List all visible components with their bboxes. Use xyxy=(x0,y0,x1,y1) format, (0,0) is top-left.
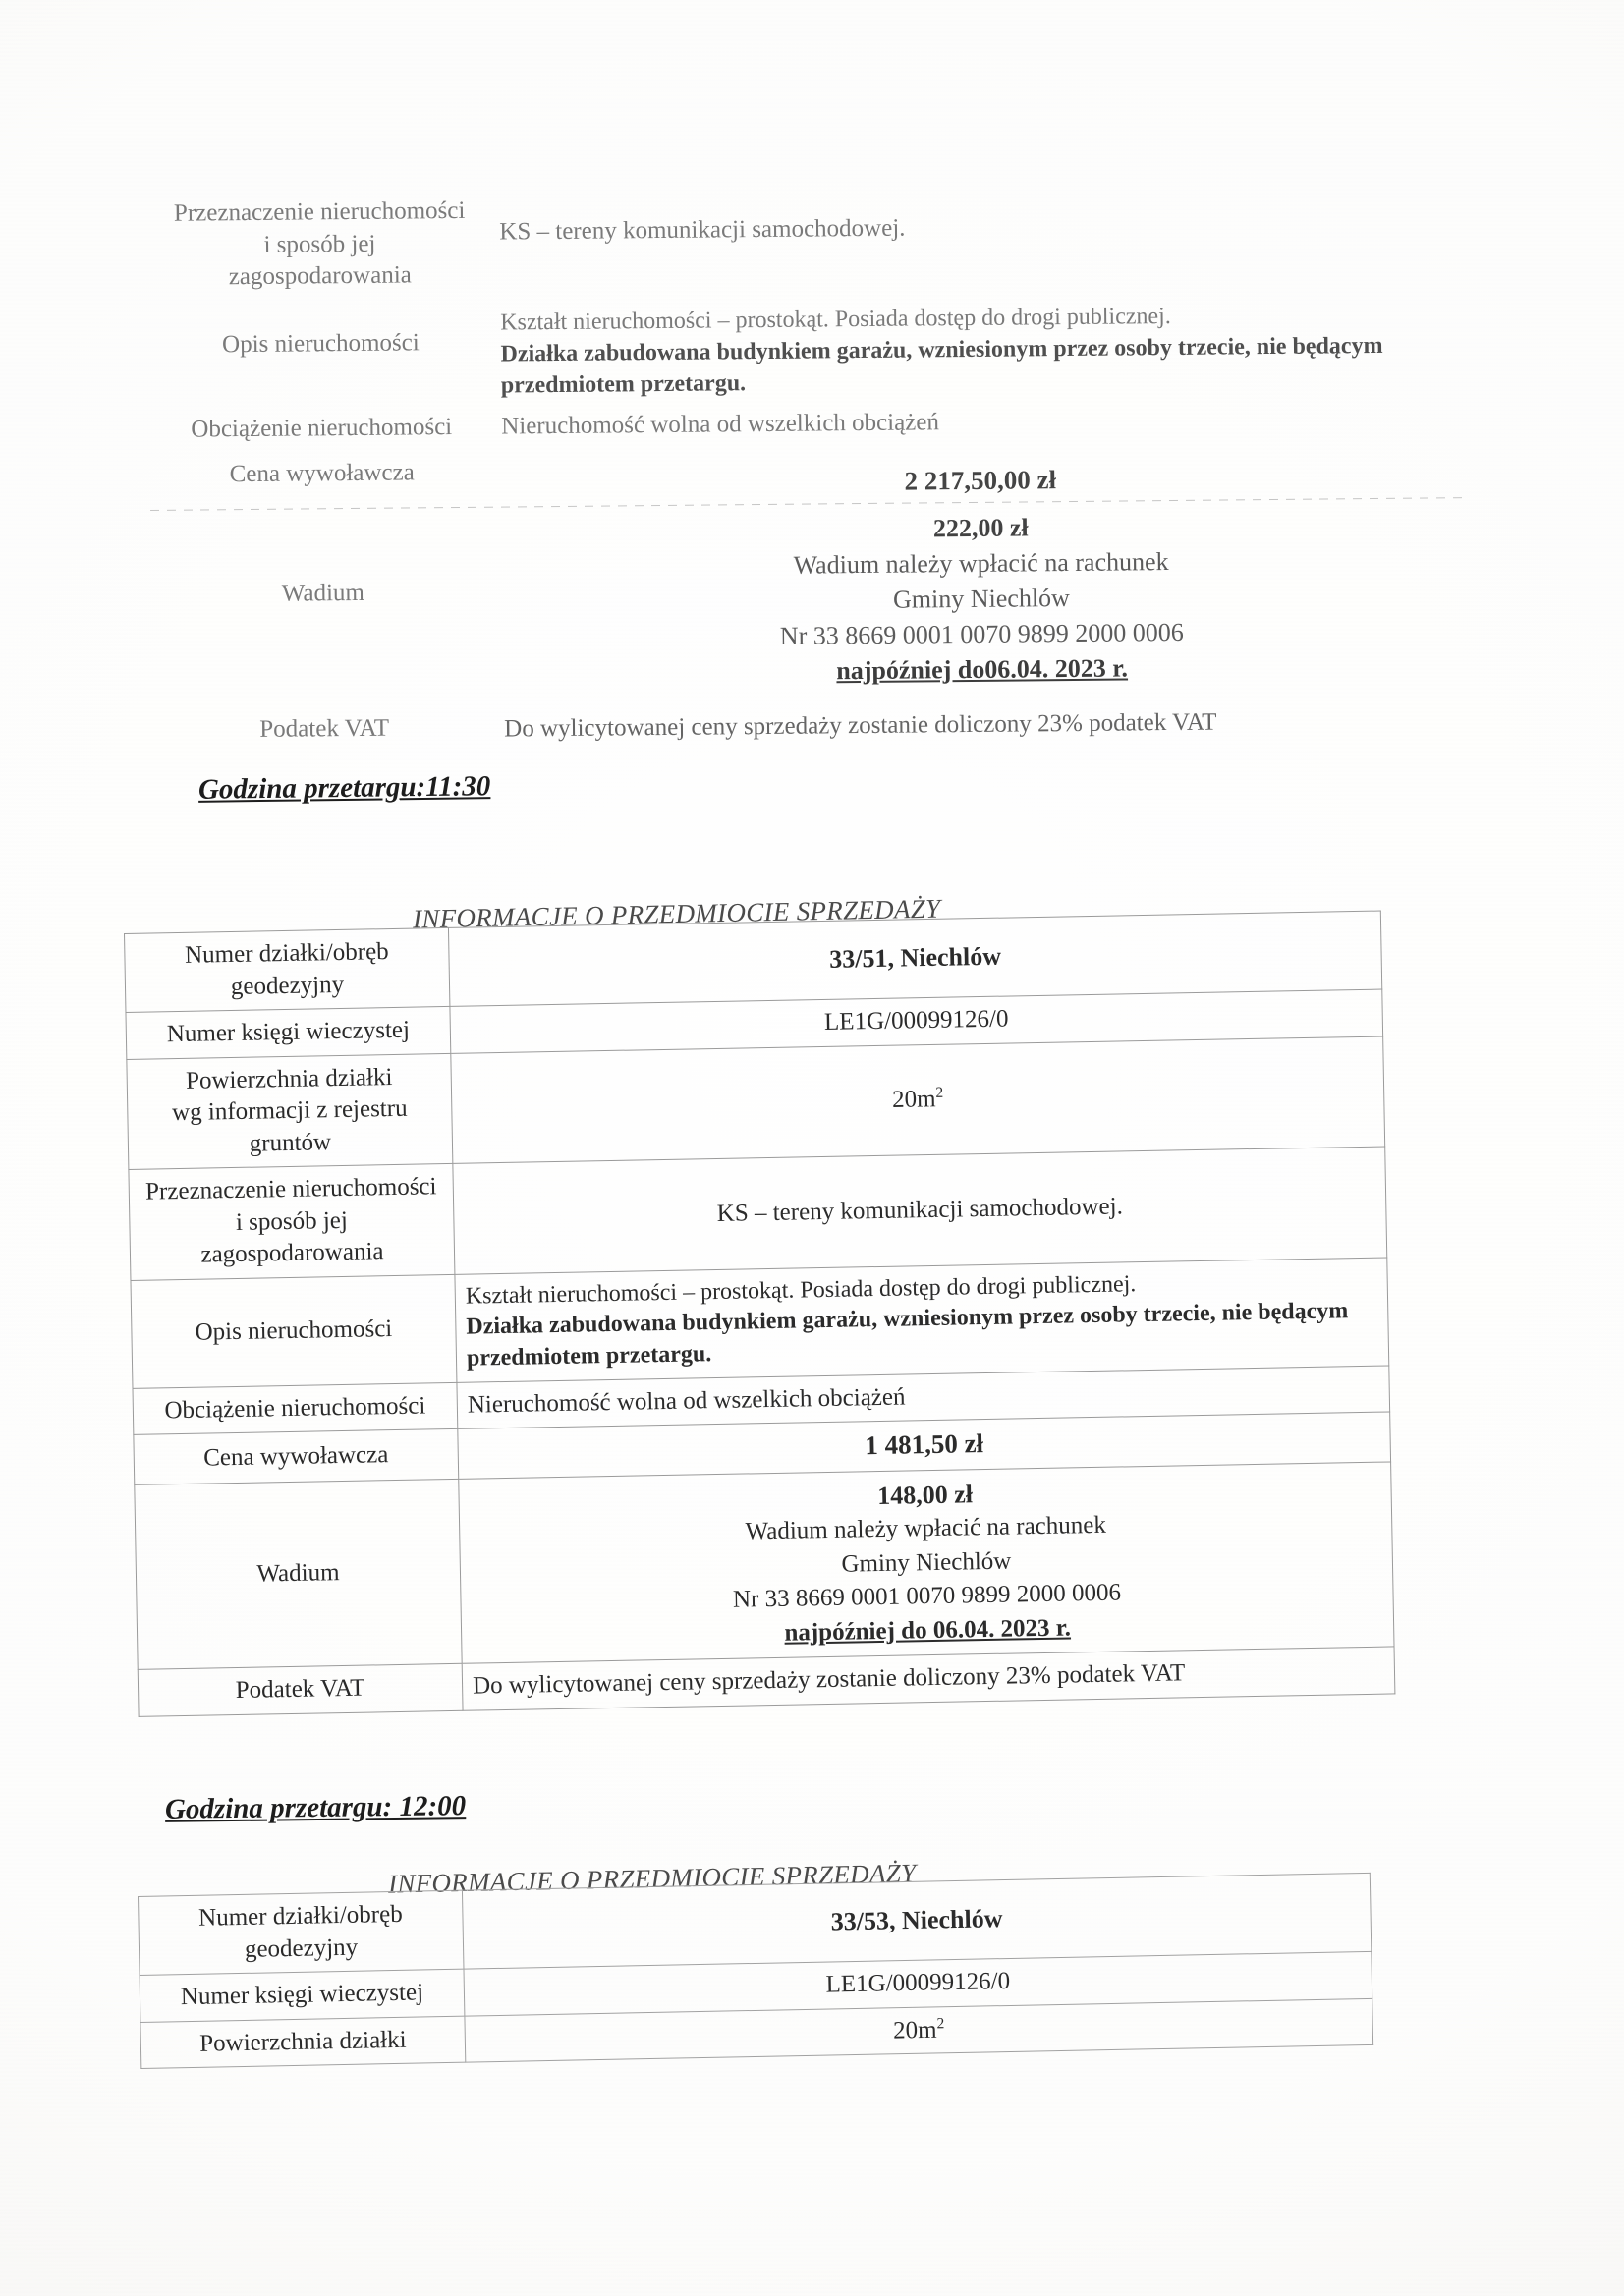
value-land-register: LE1G/00099126/0 xyxy=(464,1951,1372,2015)
value-encumbrance: Nieruchomość wolna od wszelkich obciążeń xyxy=(457,1365,1390,1428)
value-plot-number: 33/51, Niechlów xyxy=(448,911,1381,1006)
label-designation: Przeznaczenie nieruchomości i sposób jej zagospodarowania xyxy=(173,196,466,291)
label-encumbrance: Obciążenie nieruchomości xyxy=(191,414,453,443)
label-description: Opis nieruchomości xyxy=(131,1274,457,1388)
value-vat: Do wylicytowanej ceny sprzedaży zostanie doliczony 23% podatek VAT xyxy=(504,708,1217,743)
row-designation xyxy=(147,184,1465,296)
row-vat xyxy=(152,689,1469,749)
label-vat: Podatek VAT xyxy=(259,714,390,743)
label-deposit: Wadium xyxy=(135,1479,462,1670)
label-area: Powierzchnia działki wg informacji z rejestru gruntów xyxy=(127,1053,453,1170)
label-designation: Przeznaczenie nieruchomości i sposób jej zagospodarowania xyxy=(129,1163,455,1280)
area-exponent: 2 xyxy=(935,1084,944,1101)
value-description: Kształt nieruchomości – prostokąt. Posiada dostęp do drogi publicznej. Działka zabudowana budynkiem garażu, wzniesionym przez osoby trzecie, nie będącym przedmiotem przetargu. xyxy=(500,303,1383,399)
row-starting-price xyxy=(150,446,1467,507)
label-deposit: Wadium xyxy=(281,580,365,608)
section-1-fragment xyxy=(147,184,1469,749)
value-deposit: 148,00 zł Wadium należy wpłacić na rachunek Gminy Niechlów Nr 33 8669 0001 0070 9899 2000 0006 najpóźniej do 06.04. 2023 r. xyxy=(459,1461,1394,1663)
auction-hour-1: Godzina przetargu:11:30 xyxy=(197,770,491,806)
area-exponent: 2 xyxy=(936,2014,945,2032)
label-area: Powierzchnia działki xyxy=(140,2016,466,2069)
value-area: $20m^2$ xyxy=(465,1998,1373,2063)
label-starting-price: Cena wywoławcza xyxy=(134,1428,459,1484)
label-starting-price: Cena wywoławcza xyxy=(229,459,415,488)
label-plot-number: Numer działki/obręb geodezyjny xyxy=(125,927,450,1012)
value-area: $20m^2$ xyxy=(451,1036,1385,1164)
value-deposit: 222,00 zł Wadium należy wpłacić na rachunek Gminy Niechlów Nr 33 8669 0001 0070 9899 2000 0006 najpóźniej do06.04. 2023 r. xyxy=(779,513,1184,686)
label-description: Opis nieruchomości xyxy=(221,328,420,358)
value-starting-price: 1 481,50 zł xyxy=(458,1412,1391,1479)
row-description xyxy=(148,296,1466,407)
label-land-register: Numer księgi wieczystej xyxy=(140,1969,465,2022)
auction-hour-2: Godzina przetargu: 12:00 xyxy=(164,1790,467,1825)
table-row xyxy=(135,1461,1394,1669)
label-vat: Podatek VAT xyxy=(138,1664,463,1717)
section-3-title: INFORMACJE O PRZEDMIOCIE SPRZEDAŻY xyxy=(387,1858,917,1899)
value-description: Kształt nieruchomości – prostokąt. Posiada dostęp do drogi publicznej. Działka zabudowana budynkiem garażu, wzniesionym przez osoby trzecie, nie będącym przedmiotem przetargu. xyxy=(455,1257,1389,1381)
value-vat: Do wylicytowanej ceny sprzedaży zostanie doliczony 23% podatek VAT xyxy=(462,1647,1395,1710)
section-2-table xyxy=(124,911,1395,1717)
value-designation: KS – tereny komunikacji samochodowej. xyxy=(499,214,906,246)
label-land-register: Numer księgi wieczystej xyxy=(126,1006,451,1059)
value-land-register: LE1G/00099126/0 xyxy=(450,989,1383,1053)
value-plot-number: 33/53, Niechlów xyxy=(462,1873,1371,1969)
row-encumbrance xyxy=(149,400,1466,448)
section-3-table xyxy=(138,1873,1373,2069)
label-encumbrance: Obciążenie nieruchomości xyxy=(133,1382,458,1435)
section-2-title: INFORMACJE O PRZEDMIOCIE SPRZEDAŻY xyxy=(412,893,941,934)
value-designation: KS – tereny komunikacji samochodowej. xyxy=(453,1147,1387,1274)
label-plot-number: Numer działki/obręb geodezyjny xyxy=(139,1890,464,1975)
value-encumbrance: Nieruchomość wolna od wszelkich obciążeń xyxy=(501,409,940,440)
row-deposit xyxy=(150,505,1469,698)
value-starting-price: 2 217,50,00 zł xyxy=(904,465,1057,497)
